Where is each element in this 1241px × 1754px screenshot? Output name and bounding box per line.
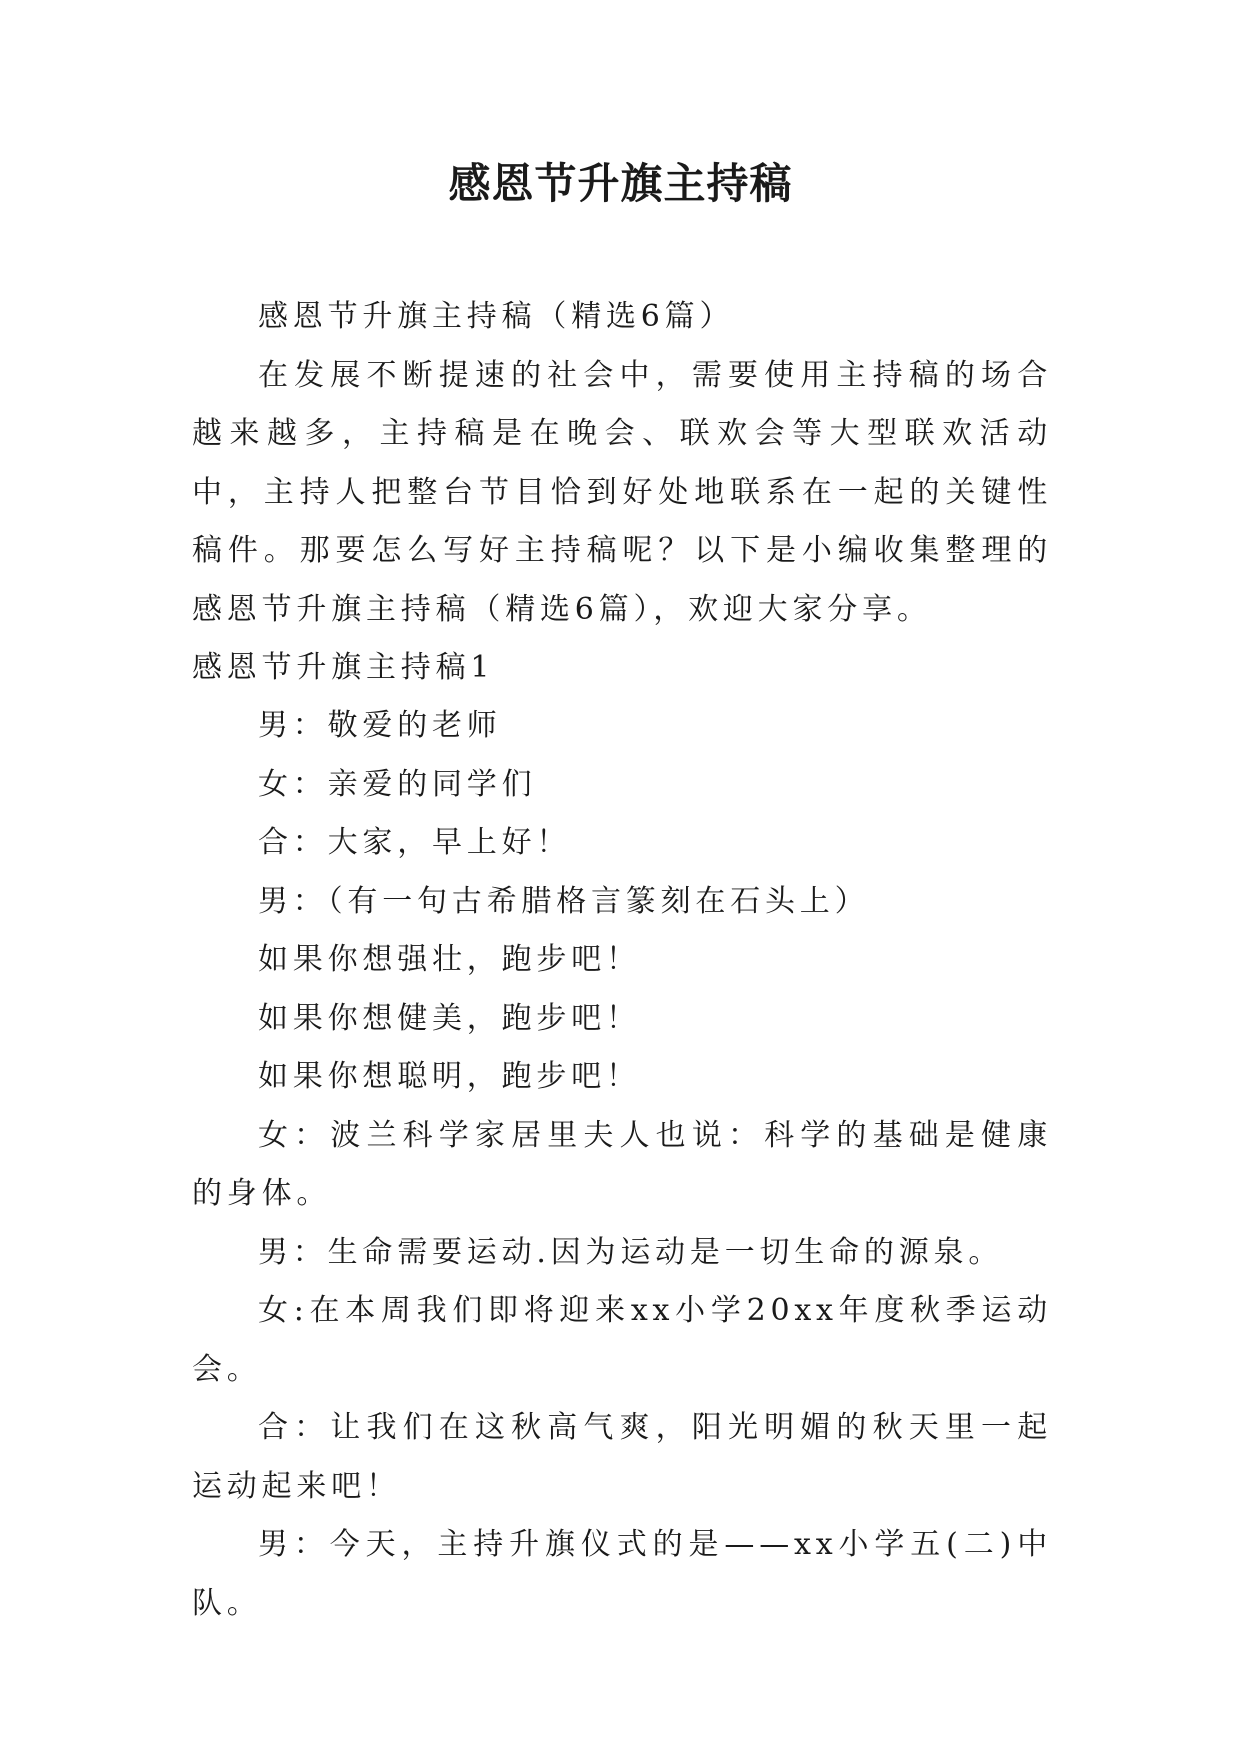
- intro-block: [192, 288, 1052, 639]
- dialogue-line: 男：生命需要运动.因为运动是一切生命的源泉。: [258, 1234, 1004, 1270]
- dialogue-line: 女：波兰科学家居里夫人也说：科学的基础是健康的身体。: [192, 1117, 1052, 1211]
- document-title: 感恩节升旗主持稿: [448, 159, 793, 208]
- section-heading: 感恩节升旗主持稿1: [192, 649, 495, 685]
- dialogue-line: 男：今天，主持升旗仪式的是——xx小学五(二)中队。: [192, 1527, 1052, 1621]
- dialogue-line: 合：大家，早上好！: [258, 825, 572, 860]
- dialogue-line: 女：亲爱的同学们: [258, 766, 537, 802]
- intro-paragraph: 在发展不断提速的社会中，需要使用主持稿的场合越来越多，主持稿是在晚会、联欢会等大型联欢活动中，主持人把整台节目恰到好处地联系在一起的关键性稿件。那要怎么写好主持稿呢？以下是小编收集整理的感恩节升旗主持稿（精选6篇），欢迎大家分享。: [192, 357, 1052, 627]
- dialogue-line: 合：让我们在这秋高气爽，阳光明媚的秋天里一起运动起来吧！: [192, 1410, 1052, 1504]
- dialogue-line: 如果你想健美，跑步吧！: [258, 1000, 641, 1036]
- dialogue-line: 如果你想强壮，跑步吧！: [258, 942, 641, 977]
- dialogue-line: 男：（有一句古希腊格言篆刻在石头上）: [258, 883, 870, 919]
- section-1: [192, 649, 1052, 1633]
- dialogue-line: 男：敬爱的老师: [258, 708, 502, 743]
- dialogue-line: 如果你想聪明，跑步吧！: [258, 1059, 641, 1094]
- dialogue-line: 女:在本周我们即将迎来xx小学20xx年度秋季运动会。: [192, 1293, 1052, 1387]
- intro-subtitle: 感恩节升旗主持稿（精选6篇）: [258, 299, 735, 334]
